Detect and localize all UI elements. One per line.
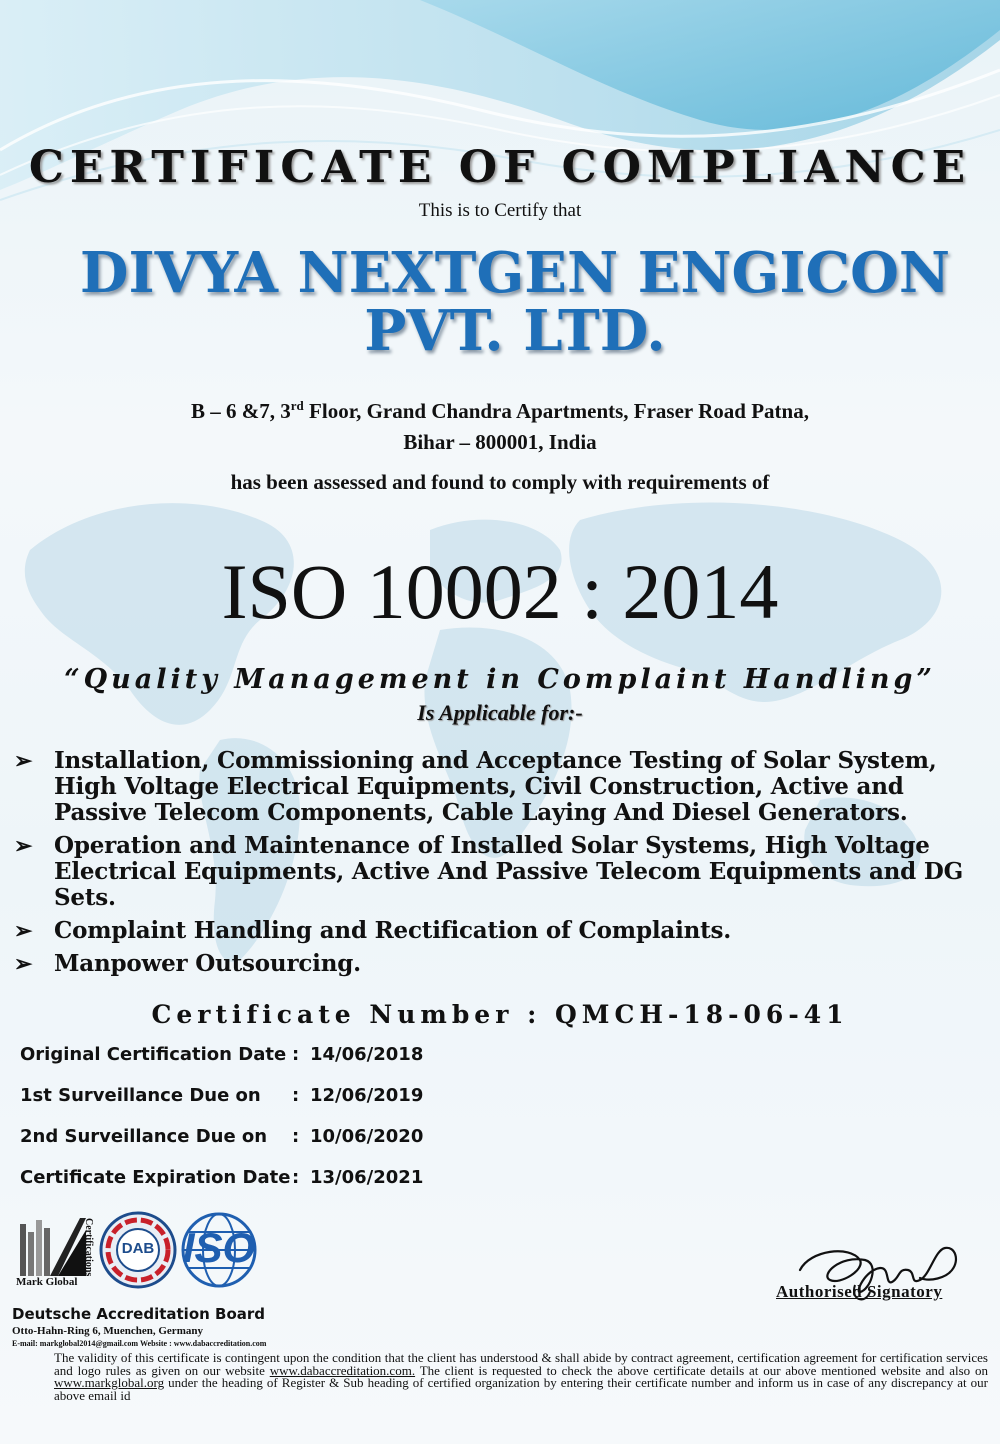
date-colon: :: [292, 1085, 300, 1106]
date-value: 10/06/2020: [310, 1126, 424, 1147]
date-label: 2nd Surveillance Due on: [20, 1126, 268, 1147]
certify-line: This is to Certify that: [418, 200, 582, 221]
validity-text-3: under the heading of Register & Sub heading of certified organization by entering their certificate number and inform us in case of any discrepancy at our above email id: [54, 1375, 988, 1403]
scope-list: [14, 748, 994, 984]
scope-item: [14, 833, 994, 911]
scope-item-text: Manpower Outsourcing.: [54, 950, 361, 977]
arrow-bullet-icon: ➢: [14, 748, 33, 774]
validity-text-2: The client is requested to check the above certificate details at our above mentioned website and also on: [415, 1362, 988, 1378]
accreditation-logos: [14, 1210, 274, 1300]
certificate-title: CERTIFICATE OF COMPLIANCE: [28, 142, 972, 193]
validity-text-1: The validity of this certificate is contingent upon the condition that the client has understood & shall abide by contract agreement, certification agreement for certification services and logo rules as given on our website: [54, 1350, 988, 1378]
signatory-label: Authorised Signatory: [776, 1282, 943, 1301]
scope-item-text: Complaint Handling and Rectification of Complaints.: [54, 917, 732, 944]
dab-website-link[interactable]: www.dabaccreditation.com.: [269, 1362, 416, 1378]
company-name: [0, 240, 1000, 364]
date-value: 13/06/2021: [310, 1167, 424, 1188]
arrow-bullet-icon: ➢: [14, 951, 33, 977]
date-colon: :: [292, 1044, 300, 1065]
date-value: 14/06/2018: [310, 1044, 424, 1065]
scope-item: [14, 748, 994, 826]
mark-global-logo: [20, 1218, 86, 1276]
company-address: [0, 390, 1000, 458]
board-name: Deutsche Accreditation Board: [12, 1305, 266, 1323]
scope-item: [14, 951, 994, 977]
board-address: Otto-Hahn-Ring 6, Muenchen, Germany: [12, 1325, 203, 1337]
address-line2: Bihar – 800001, India: [403, 430, 597, 454]
date-colon: :: [292, 1167, 300, 1188]
validity-note: [54, 1352, 988, 1402]
applicable-heading: Is Applicable for:-: [417, 700, 583, 725]
address-part2: Floor, Grand Chandra Apartments, Fraser Road Patna,: [303, 399, 809, 423]
scope-item: [14, 918, 994, 944]
date-label: Certificate Expiration Date: [20, 1167, 291, 1188]
arrow-bullet-icon: ➢: [14, 918, 33, 944]
date-colon: :: [292, 1126, 300, 1147]
address-superscript: rd: [290, 398, 304, 413]
scope-item-text: Operation and Maintenance of Installed Solar Systems, High Voltage Electrical Equipments, Active And Passive Telecom Equipments and DG Sets.: [54, 832, 964, 911]
company-name-line2: PVT. LTD.: [364, 298, 666, 364]
assessment-statement: has been assessed and found to comply with requirements of: [230, 470, 770, 494]
address-line1: [0, 390, 1000, 427]
iso-label: ISO: [182, 1224, 256, 1271]
standard-title: “Quality Management in Complaint Handling”: [64, 664, 936, 695]
standard-number: ISO 10002 : 2014: [221, 548, 779, 635]
arrow-bullet-icon: ➢: [14, 833, 33, 859]
date-label: 1st Surveillance Due on: [20, 1085, 261, 1106]
dab-label: DAB: [121, 1240, 155, 1257]
date-value: 12/06/2019: [310, 1085, 424, 1106]
company-name-line1: DIVYA NEXTGEN ENGICON: [79, 240, 951, 306]
scope-item-text: Installation, Commissioning and Acceptance Testing of Solar System, High Voltage Electrical Equipments, Civil Construction, Active and Passive Telecom Components, Cable Laying And Diesel Generators.: [54, 747, 937, 826]
markglobal-website-link[interactable]: www.markglobal.org: [54, 1375, 165, 1390]
mark-global-label: Mark Global: [16, 1276, 78, 1288]
certificate-number: Certificate Number : QMCH-18-06-41: [151, 1000, 849, 1029]
address-part1: B – 6 &7, 3: [191, 399, 291, 423]
certifications-label: Certifications: [83, 1218, 94, 1277]
board-contact: E-mail: markglobal2014@gmail.com Website : www.dabaccreditation.com: [12, 1339, 267, 1348]
date-label: Original Certification Date: [20, 1044, 287, 1065]
